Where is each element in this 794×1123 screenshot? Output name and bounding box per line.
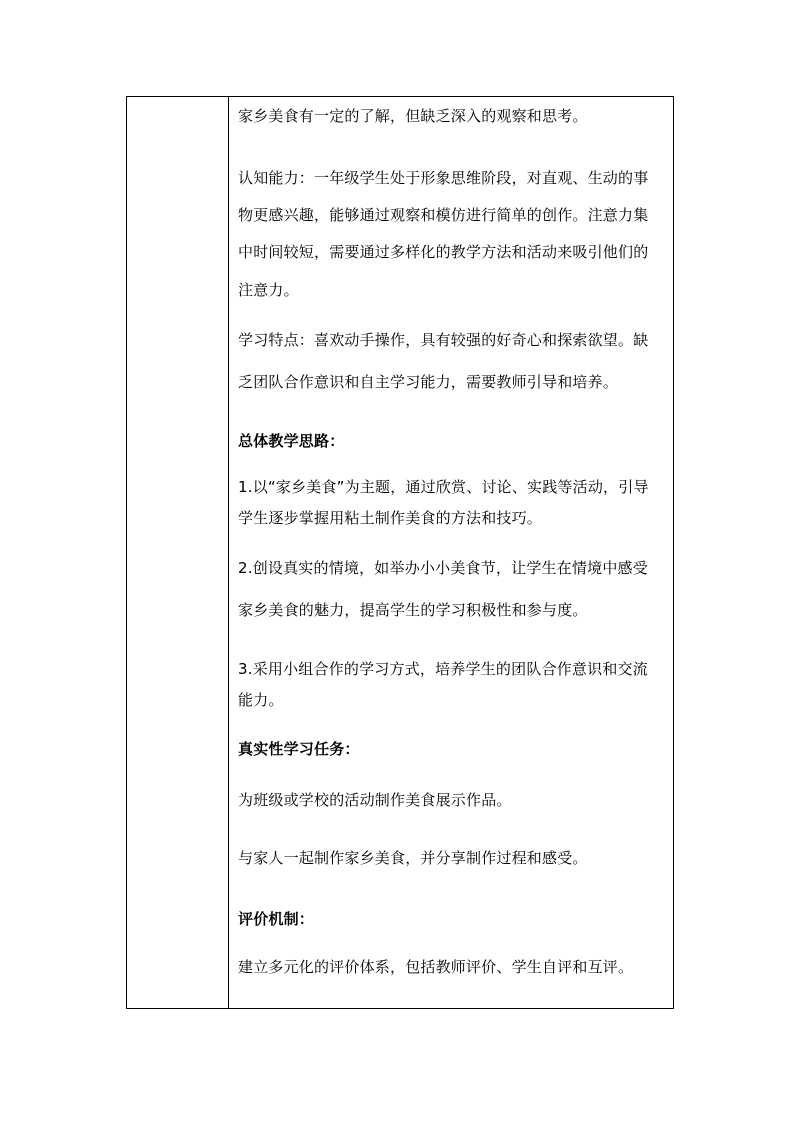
text-line: 建立多元化的评价体系，包括教师评价、学生自评和互评。 [238,958,634,976]
table-label-cell [127,97,229,1008]
text-line: 物更感兴趣，能够通过观察和模仿进行简单的创作。注意力集 [238,206,649,224]
section-heading: 评价机制： [238,910,315,928]
text-line: 1.以“家乡美食”为主题，通过欣赏、讨论、实践等活动，引导 [238,478,649,496]
text-line: 认知能力：一年级学生处于形象思维阶段，对直观、生动的事 [238,169,649,187]
text-line: 中时间较短，需要通过多样化的教学方法和活动来吸引他们的 [238,243,649,261]
text-line: 家乡美食有一定的了解，但缺乏深入的观察和思考。 [238,107,588,125]
text-line: 注意力。 [238,281,299,299]
text-line: 3.采用小组合作的学习方式，培养学生的团队合作意识和交流 [238,660,648,678]
text-line: 与家人一起制作家乡美食，并分享制作过程和感受。 [238,849,588,867]
text-line: 为班级或学校的活动制作美食展示作品。 [238,791,512,809]
text-line: 学生逐步掌握用粘土制作美食的方法和技巧。 [238,509,543,527]
text-line: 乏团队合作意识和自主学习能力，需要教师引导和培养。 [238,373,619,391]
table-content-cell [229,97,673,1008]
text-line: 家乡美食的魅力，提高学生的学习积极性和参与度。 [238,601,588,619]
section-heading: 真实性学习任务： [238,740,360,758]
text-line: 能力。 [238,691,284,709]
content-table [126,96,674,1009]
text-line: 学习特点：喜欢动手操作，具有较强的好奇心和探索欲望。缺 [238,331,649,349]
text-line: 2.创设真实的情境，如举办小小美食节，让学生在情境中感受 [238,559,648,577]
section-heading: 总体教学思路： [238,432,345,450]
